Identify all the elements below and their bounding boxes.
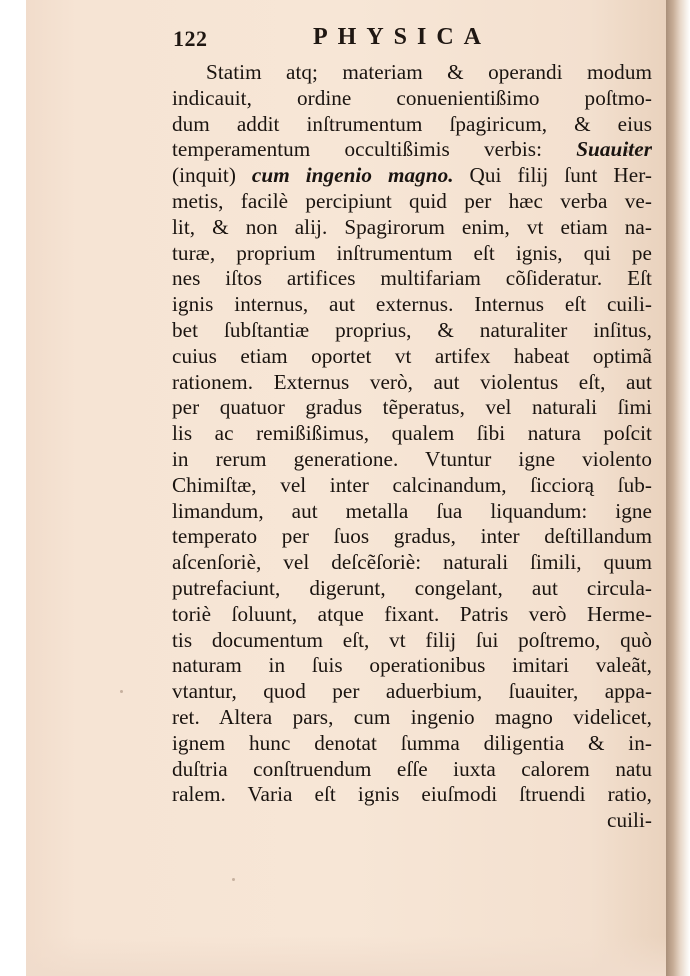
text-line: metis, facilè percipiunt quid per hæc verba ve- [172,188,652,213]
text-line: Chimiſtæ, vel inter calcinandum, ſicciorą ſub- [172,472,652,497]
text-line: ignem hunc denotat ſumma diligentia & in- [172,730,652,755]
paper-speck [120,690,123,693]
text-line: temperato per ſuos gradus, inter deſtillandum [172,524,652,549]
running-title: PHYSICA [313,24,492,50]
text-line: nes iſtos artifices multifariam cõſideratur. Eſt [172,266,652,291]
text-line: lis ac remißißimus, qualem ſibi natura poſcit [172,421,652,446]
paper-speck [626,150,629,153]
text-line: per quatuor gradus tẽperatus, vel naturali ſimi [172,395,652,420]
text-line: cuius etiam oportet vt artifex habeat optimã [172,343,652,368]
text-line: turæ, proprium inſtrumentum eſt ignis, qui pe [172,240,652,265]
text-line: rationem. Externus verò, aut violentus eſt, aut [172,369,652,394]
text-line: in rerum generatione. Vtuntur igne violento [172,446,652,471]
text-line: vtantur, quod per aduerbium, ſuauiter, appa- [172,679,652,704]
text-line: limandum, aut metalla ſua liquandum: igne [172,498,652,523]
text-line: bet ſubſtantiæ proprius, & naturaliter inſitus, [172,317,652,342]
catchword: cuili- [606,808,652,833]
text-line: indicauit, ordine conuenientißimo poſtmo- [172,85,652,110]
text-line: ignis internus, aut externus. Internus eſt cuili- [172,292,652,317]
page-shadow [26,936,666,976]
text-line: aſcenſoriè, vel deſcẽſoriè: naturali ſimili, quum [172,550,652,575]
text-line: naturam in ſuis operationibus imitari valeãt, [172,653,652,678]
text-line: temperamentum occultißimis verbis: Suauiter [172,137,652,162]
book-page [26,0,666,976]
text-line: putrefaciunt, digerunt, congelant, aut circula- [172,575,652,600]
text-line: toriè ſoluunt, atque fixant. Patris verò Herme- [172,601,652,626]
text-line: tis documentum eſt, vt filij ſui poſtremo, quò [172,627,652,652]
text-line: Statim atq; materiam & operandi modum [206,60,652,84]
page-header [173,22,533,56]
text-line: dum addit inſtrumentum ſpagiricum, & eius [172,111,652,136]
paper-speck [232,878,235,881]
text-line: ralem. Varia eſt ignis eiuſmodi ſtruendi ratio, [172,782,652,807]
text-line: lit, & non alij. Spagirorum enim, vt etiam na- [172,214,652,239]
text-line: duſtria conſtruendum eſſe iuxta calorem natu [172,756,652,781]
text-line: (inquit) cum ingenio magno. Qui filij ſunt Her- [172,163,652,188]
page-number: 122 [173,26,208,51]
text-line: ret. Altera pars, cum ingenio magno videlicet, [172,704,652,729]
body-text [172,60,652,834]
page-edge-shadow [666,0,690,976]
